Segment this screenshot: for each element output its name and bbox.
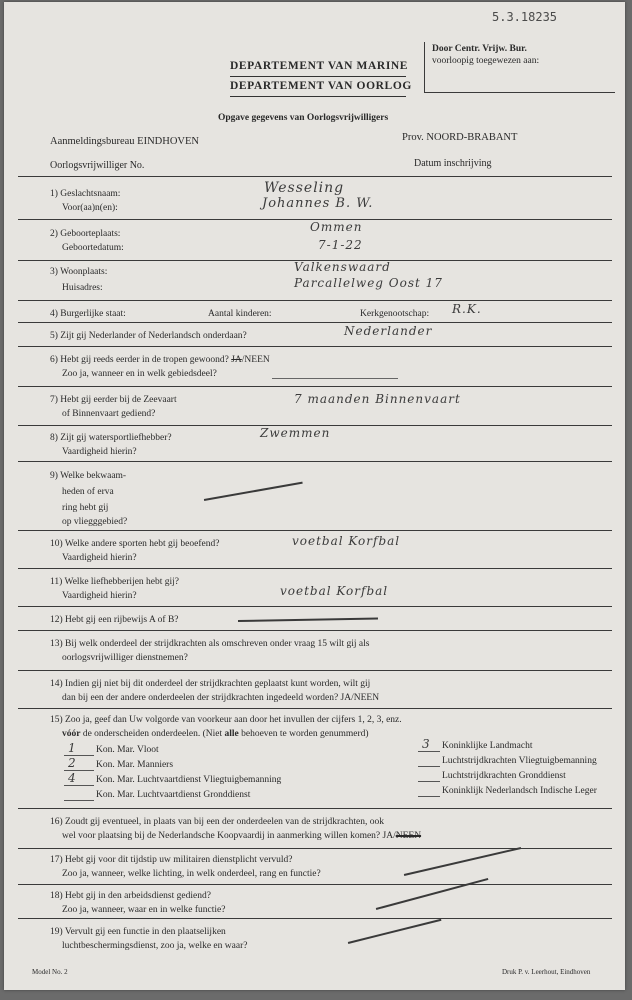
q18-line-1: 18) Hebt gij in den arbeidsdienst gediend? — [50, 891, 211, 901]
unit-label: Koninklijke Landmacht — [442, 741, 533, 751]
unit-rank-line — [64, 800, 94, 801]
answer-address: Parcallelweg Oost 17 — [294, 276, 443, 290]
q17-line-2: Zoo ja, wanneer, welke lichting, in welk onderdeel, rang en functie? — [62, 869, 321, 879]
unit-label: Kon. Mar. Vloot — [96, 745, 159, 755]
unit-rank-number: 3 — [422, 737, 431, 751]
q6-tropics-label — [50, 354, 270, 367]
q17-line-1: 17) Hebt gij voor dit tijdstip uw militairen dienstplicht vervuld? — [50, 855, 293, 865]
rule — [18, 176, 612, 177]
rule — [18, 322, 612, 323]
q1-surname-label: 1) Geslachtsnaam: — [50, 189, 121, 199]
answer-firstnames: Johannes B. W. — [262, 196, 374, 211]
q16-line-2 — [62, 830, 421, 843]
q2-birthdate-label: Geboortedatum: — [62, 243, 124, 253]
strike-through-mark — [238, 618, 378, 622]
answer-hobbies: voetbal Korfbal — [280, 584, 389, 598]
q19-line-1: 19) Vervult gij een functie in den plaatselijken — [50, 927, 226, 937]
q6-question: 6) Hebt gij reeds eerder in de tropen gewoond? — [50, 355, 229, 365]
province-label: Prov. NOORD-BRABANT — [402, 132, 518, 143]
q6-neen: /NEEN — [241, 355, 270, 365]
rule — [18, 530, 612, 531]
q15-mid: de onderscheiden onderdeelen. (Niet — [80, 729, 225, 739]
unit-rank-line — [418, 751, 440, 752]
q8-watersport-label: 8) Zijt gij watersportliefhebber? — [50, 433, 172, 443]
q13-line-2: oorlogsvrijwilliger dienstnemen? — [62, 653, 188, 663]
unit-label: Luchtstrijdkrachten Gronddienst — [442, 771, 566, 781]
q18-line-2: Zoo ja, wanneer, waar en in welke functie? — [62, 905, 226, 915]
unit-label: Luchtstrijdkrachten Vliegtuigbemanning — [442, 756, 597, 766]
rule — [18, 606, 612, 607]
strike-through-mark — [376, 878, 488, 909]
q4-church-label: Kerkgenootschap: — [360, 309, 430, 319]
q16-line-1: 16) Zoudt gij eventueel, in plaats van bij een der onderdeelen van de strijdkrachten, ook — [50, 817, 384, 827]
q9-line-3: ring hebt gij — [62, 503, 109, 513]
registration-date-label: Datum inschrijving — [414, 158, 492, 169]
rule — [18, 300, 612, 301]
q9-line-1: 9) Welke bekwaam- — [50, 471, 127, 481]
dept-oorlog: DEPARTEMENT VAN OORLOG — [230, 80, 412, 92]
answer-inland-shipping: 7 maanden Binnenvaart — [294, 392, 461, 406]
fill-line — [272, 378, 398, 379]
q6-tropics-where-label: Zoo ja, wanneer en in welk gebiedsdeel? — [62, 369, 217, 379]
q11-hobbies-label: 11) Welke liefhebberijen hebt gij? — [50, 577, 180, 587]
bureau-label: Aanmeldingsbureau EINDHOVEN — [50, 136, 200, 147]
rule — [18, 670, 612, 671]
rule — [18, 630, 612, 631]
unit-label: Kon. Mar. Luchtvaartdienst Vliegtuigbemanning — [96, 775, 282, 785]
unit-label: Kon. Mar. Luchtvaartdienst Gronddienst — [96, 790, 251, 800]
unit-rank-number: 4 — [68, 771, 77, 785]
form-subtitle: Opgave gegevens van Oorlogsvrijwilligers — [218, 113, 389, 123]
rule — [18, 848, 612, 849]
q4-civil-status-label: 4) Burgerlijke staat: — [50, 309, 126, 319]
q5-nationality-label: 5) Zijt gij Nederlander of Nederlandsch onderdaan? — [50, 331, 247, 341]
answer-birthplace: Ommen — [310, 220, 363, 234]
header-divider — [230, 76, 406, 77]
q8-skill-label: Vaardigheid hierin? — [62, 447, 137, 457]
q9-line-4: op vliegggebied? — [62, 517, 128, 527]
rule — [18, 346, 612, 347]
rule — [18, 708, 612, 709]
strike-through-mark — [348, 919, 442, 944]
archive-number: 5.3.18235 — [492, 10, 558, 24]
q11-skill-label: Vaardigheid hierin? — [62, 591, 137, 601]
q15-line-1: 15) Zoo ja, geef dan Uw volgorde van voorkeur aan door het invullen der cijfers 1, 2, 3, enz. — [50, 715, 402, 725]
q3-residence-label: 3) Woonplaats: — [50, 267, 108, 277]
answer-watersport: Zwemmen — [260, 426, 331, 440]
strike-through-mark — [204, 482, 303, 501]
volunteer-number-label: Oorlogsvrijwilliger No. — [50, 160, 145, 171]
unit-label: Kon. Mar. Manniers — [96, 760, 174, 770]
unit-rank-line — [418, 781, 440, 782]
q15-voor: vóór — [62, 729, 81, 739]
header-underline — [230, 96, 406, 97]
printer-credit: Druk P. v. Leerhout, Eindhoven — [502, 968, 591, 976]
unit-label: Koninklijk Nederlandsch Indische Leger — [442, 786, 597, 796]
model-number: Model No. 2 — [32, 968, 68, 976]
unit-rank-number: 2 — [68, 756, 77, 770]
box-line-1: Door Centr. Vrijw. Bur. — [432, 44, 527, 54]
q3-address-label: Huisadres: — [62, 283, 103, 293]
answer-church: R.K. — [452, 302, 482, 316]
q7-inland-label: of Binnenvaart gediend? — [62, 409, 156, 419]
dept-marine: DEPARTEMENT VAN MARINE — [230, 60, 409, 72]
q2-birthplace-label: 2) Geboorteplaats: — [50, 229, 121, 239]
unit-rank-line — [418, 766, 440, 767]
q15-alle: alle — [224, 729, 239, 739]
q16-question: wel voor plaatsing bij de Nederlandsche Koopvaardij in aanmerking willen komen? JA/ — [62, 831, 396, 841]
q14-line-2: dan bij een der andere onderdeelen der strijdkrachten ingedeeld worden? JA/NEEN — [62, 693, 380, 703]
q10-skill-label: Vaardigheid hierin? — [62, 553, 137, 563]
q6-ja-struck: JA — [231, 355, 242, 365]
q4-children-label: Aantal kinderen: — [208, 309, 272, 319]
answer-birthdate: 7-1-22 — [318, 238, 363, 252]
rule — [18, 808, 612, 809]
strike-through-mark — [404, 847, 521, 875]
rule — [18, 386, 612, 387]
q15-line-2 — [62, 728, 369, 741]
q15-post: behoeven te worden genummerd) — [238, 729, 369, 739]
unit-rank-line — [418, 796, 440, 797]
answer-sports: voetbal Korfbal — [292, 534, 401, 548]
q7-shipping-label: 7) Hebt gij eerder bij de Zeevaart — [50, 395, 177, 405]
q14-line-1: 14) Indien gij niet bij dit onderdeel der strijdkrachten geplaatst kunt worden, wilt gij — [50, 679, 371, 689]
q12-license-label: 12) Hebt gij een rijbewijs A of B? — [50, 615, 179, 625]
q13-line-1: 13) Bij welk onderdeel der strijdkrachten als omschreven onder vraag 15 wilt gij als — [50, 639, 370, 649]
form-sheet — [4, 2, 625, 990]
q9-line-2: heden of erva — [62, 487, 114, 497]
q19-line-2: luchtbeschermingsdienst, zoo ja, welke en waar? — [62, 941, 248, 951]
box-line-2: voorloopig toegewezen aan: — [432, 56, 540, 66]
rule — [18, 918, 612, 919]
answer-residence: Valkenswaard — [294, 260, 391, 274]
q1-firstnames-label: Voor(aa)n(en): — [62, 203, 118, 213]
q10-sports-label: 10) Welke andere sporten hebt gij beoefend? — [50, 539, 220, 549]
q16-neen-struck: NEEN — [395, 831, 422, 841]
rule — [18, 461, 612, 462]
rule — [18, 884, 612, 885]
unit-rank-line — [64, 785, 94, 786]
answer-nationality: Nederlander — [344, 324, 433, 338]
rule — [18, 568, 612, 569]
unit-rank-number: 1 — [68, 741, 77, 755]
answer-surname: Wesseling — [264, 180, 345, 196]
